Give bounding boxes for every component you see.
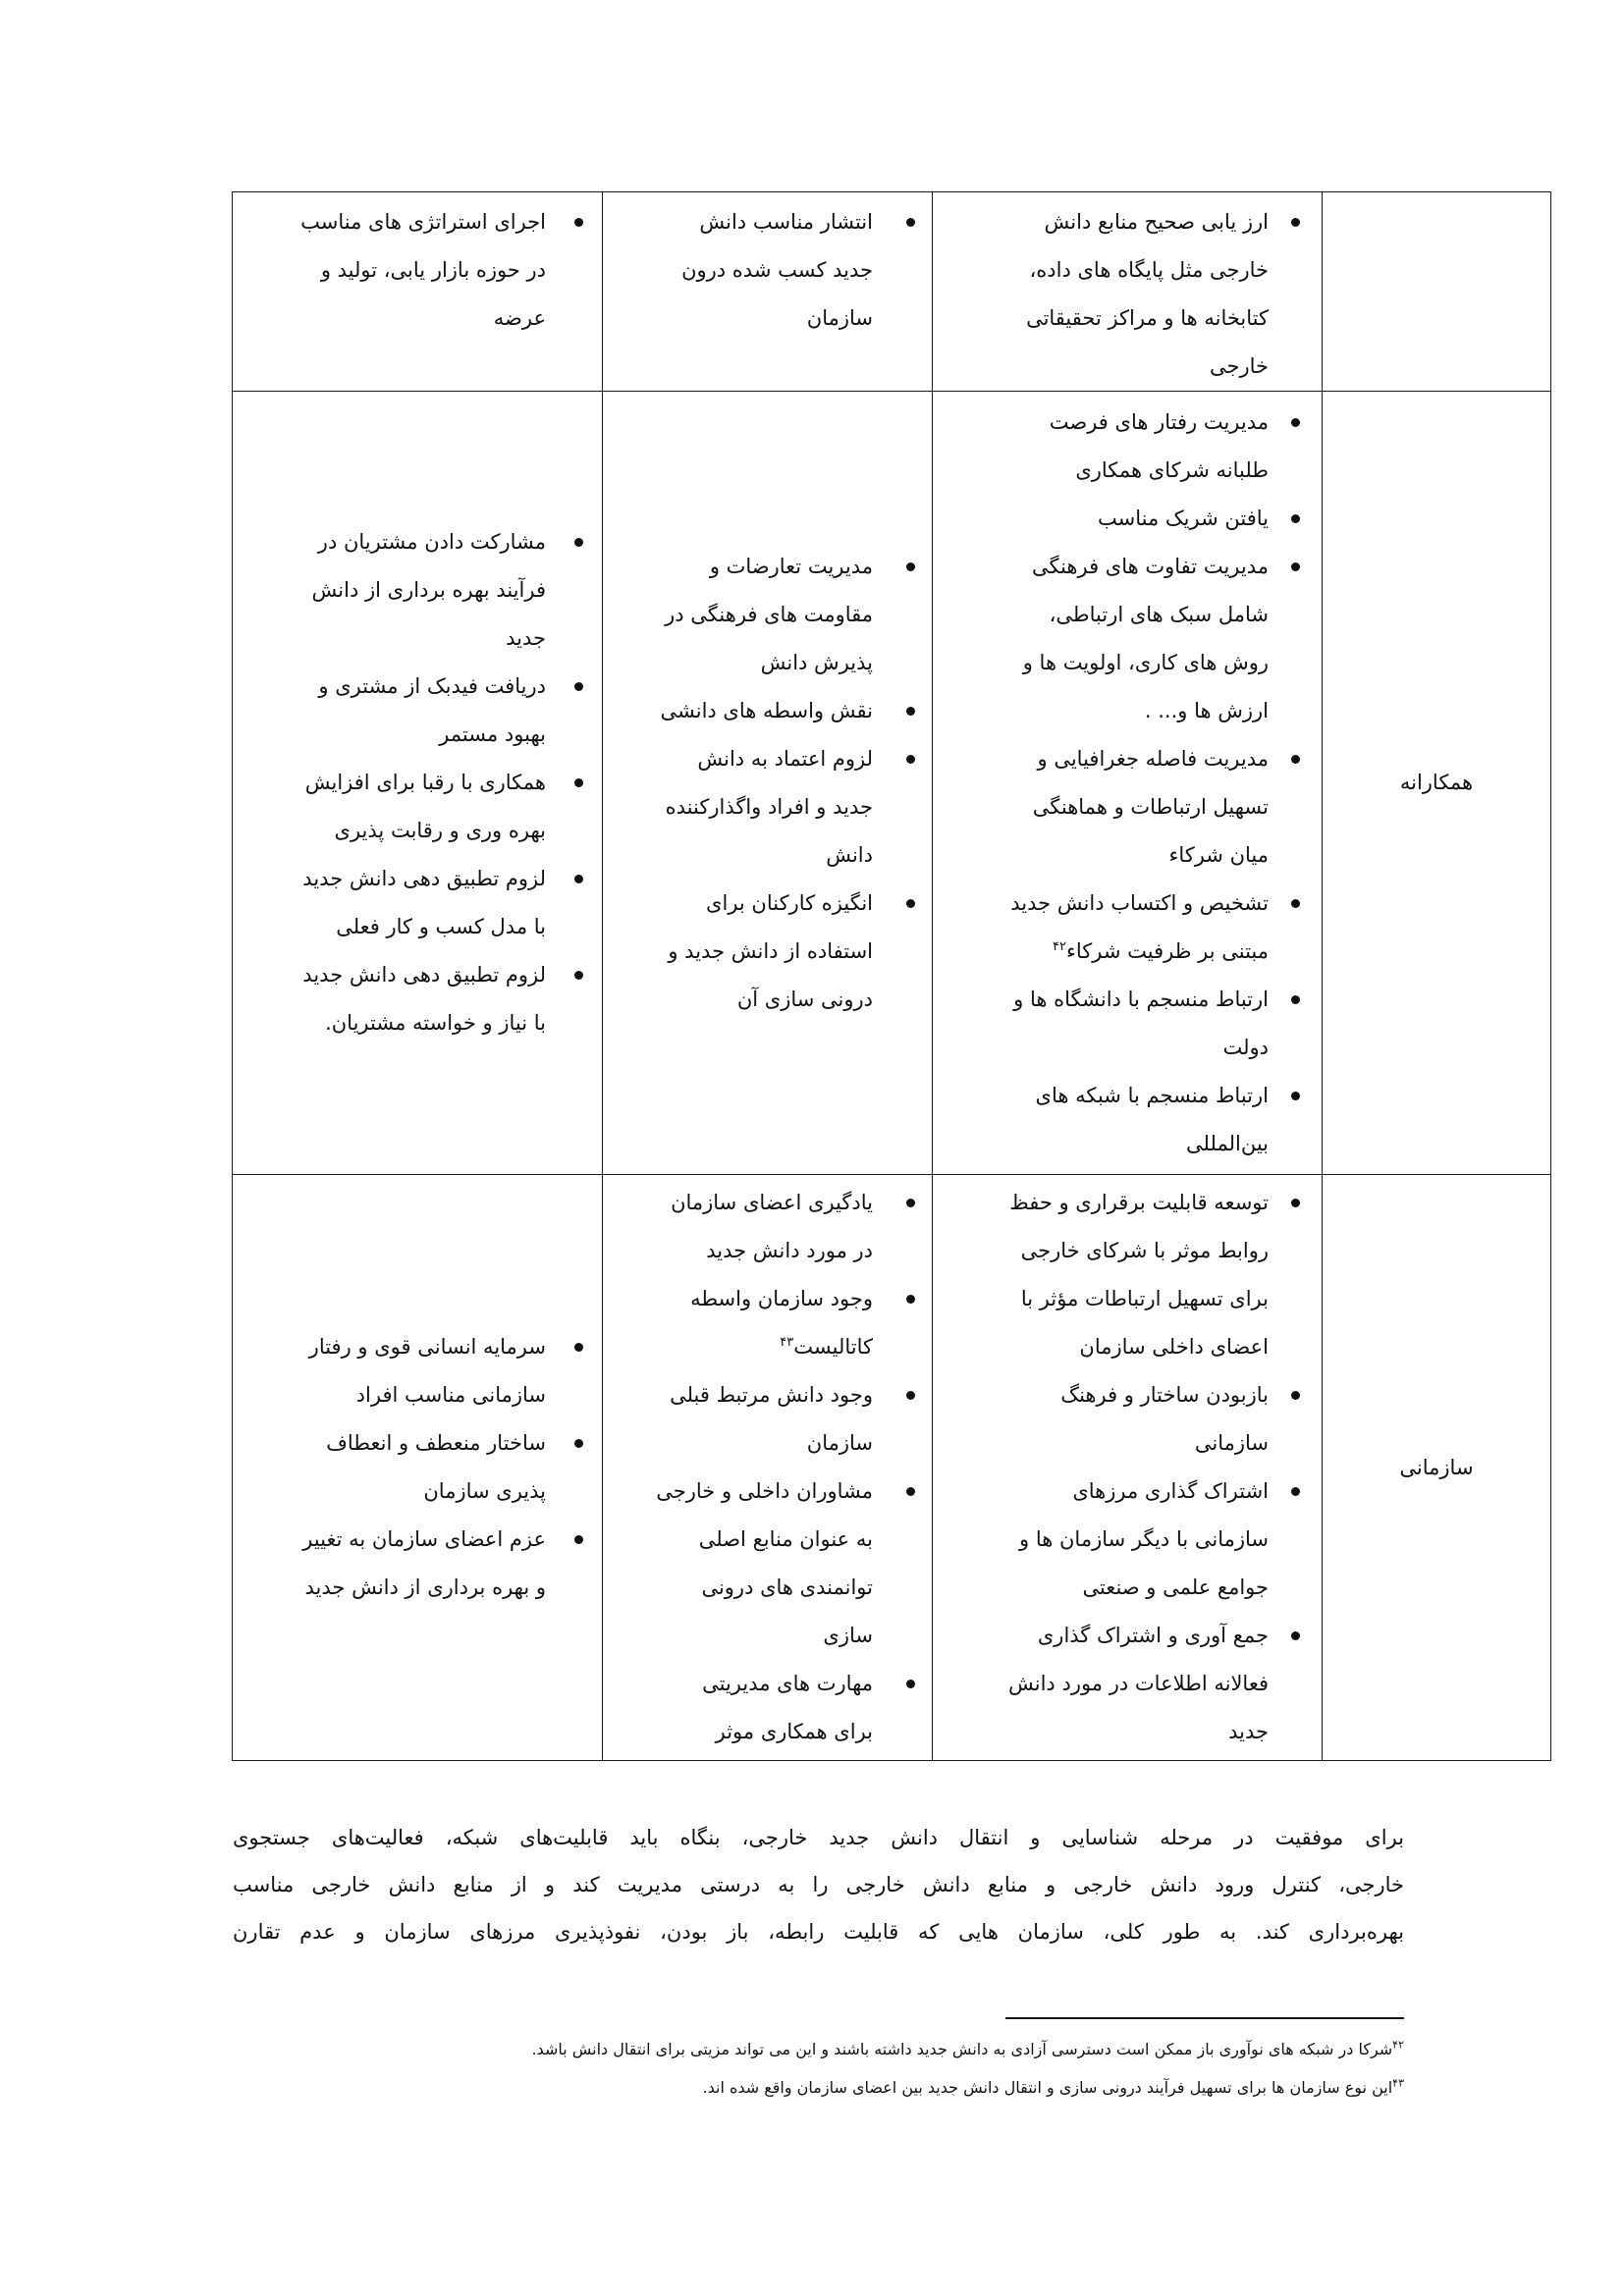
criteria-item-text: نقش واسطه های دانشی: [660, 698, 873, 722]
criteria-item: [948, 198, 1269, 391]
criteria-cell: [603, 192, 933, 392]
criteria-item: [246, 1419, 546, 1516]
criteria-item-text: ارتباط منسجم با شبکه های بین‌المللی: [1035, 1083, 1269, 1155]
criteria-item: [617, 1371, 873, 1468]
criteria-item: [617, 1468, 873, 1660]
criteria-item: [617, 687, 873, 735]
row-category-label: همکارانه: [1323, 392, 1551, 1175]
criteria-item: [948, 735, 1269, 880]
footnote-text: شرکا در شبکه های نوآوری باز ممکن است دسترسی آزادی به دانش جدید داشته باشند و این می تواند مزیتی برای انتقال دانش باشد.: [531, 2040, 1393, 2058]
criteria-item-text: مهارت های مدیریتی برای همکاری موثر: [702, 1672, 873, 1743]
criteria-item-text: دریافت فیدبک از مشتری و بهبود مستمر: [318, 674, 546, 746]
footnote-separator: [1005, 2017, 1404, 2019]
criteria-item-text: ساختار منعطف و انعطاف پذیری سازمان: [326, 1431, 546, 1503]
footnote-text: این نوع سازمان ها برای تسهیل فرآیند درونی سازی و انتقال دانش جدید بین اعضای سازمان واقع شده اند.: [702, 2078, 1393, 2097]
criteria-item-text: انتشار مناسب دانش جدید کسب شده درون سازمان: [681, 210, 873, 330]
criteria-item-text: عزم اعضای سازمان به تغییر و بهره برداری از دانش جدید: [302, 1527, 546, 1599]
criteria-item: [948, 1371, 1269, 1468]
criteria-item-text: مدیریت فاصله جغرافیایی و تسهیل ارتباطات و هماهنگی میان شرکاء: [1032, 746, 1269, 867]
criteria-item: [948, 976, 1269, 1072]
criteria-item: [617, 1275, 873, 1371]
criteria-item: [246, 1516, 546, 1612]
criteria-cell: [603, 1175, 933, 1761]
footnote-ref: ۴۲: [1053, 938, 1067, 954]
criteria-item-text: وجود دانش مرتبط قبلی سازمان: [670, 1383, 873, 1455]
criteria-item-text: اشتراک گذاری مرزهای سازمانی با دیگر سازمان ها و جوامع علمی و صنعتی: [1019, 1479, 1269, 1599]
criteria-item-text: وجود سازمان واسطه کاتالیست: [690, 1287, 873, 1359]
criteria-item-text: لزوم اعتماد به دانش جدید و افراد واگذارکننده دانش: [665, 746, 873, 867]
criteria-item: [948, 880, 1269, 976]
criteria-item: [246, 198, 546, 343]
criteria-item-text: ارتباط منسجم با دانشگاه ها و دولت: [1013, 987, 1269, 1059]
criteria-list: [233, 1323, 602, 1612]
row-category-label: سازمانی: [1323, 1175, 1551, 1761]
criteria-list: [603, 543, 932, 1024]
criteria-table: [232, 191, 1551, 1761]
criteria-item-text: بازبودن ساختار و فرهنگ سازمانی: [1060, 1383, 1269, 1455]
criteria-item-text: همکاری با رقبا برای افزایش بهره وری و رقابت پذیری: [304, 771, 546, 842]
criteria-cell: [233, 192, 603, 392]
criteria-item: [617, 735, 873, 880]
footnote-number: ۴۲: [1392, 2038, 1404, 2052]
table-row: [233, 392, 1551, 1175]
page-content: [233, 191, 1551, 1955]
criteria-item: [617, 543, 873, 687]
criteria-item-text: لزوم تطبیق دهی دانش جدید با نیاز و خواسته مشتریان.: [302, 963, 546, 1035]
criteria-cell: [933, 192, 1323, 392]
criteria-list: [233, 518, 602, 1047]
criteria-item-text: مشارکت دادن مشتریان در فرآیند بهره برداری از دانش جدید: [311, 530, 546, 650]
criteria-item: [246, 663, 546, 759]
criteria-item: [246, 1323, 546, 1419]
footnote: [233, 2030, 1404, 2068]
criteria-item-text: ارز یابی صحیح منابع دانش خارجی مثل پایگاه های داده، کتابخانه ها و مراکز تحقیقاتی خارجی: [1026, 210, 1269, 378]
criteria-item-text: جمع آوری و اشتراک گذاری فعالانه اطلاعات در مورد دانش جدید: [1007, 1624, 1269, 1743]
criteria-item-text: یادگیری اعضای سازمان در مورد دانش جدید: [671, 1191, 873, 1262]
criteria-item: [246, 759, 546, 855]
criteria-item: [948, 543, 1269, 735]
criteria-item: [617, 1660, 873, 1756]
criteria-item-text: سرمایه انسانی قوی و رفتار سازمانی مناسب افراد: [308, 1335, 546, 1407]
footnotes: [233, 2030, 1404, 2107]
table-row: [233, 192, 1551, 392]
criteria-item: [948, 1072, 1269, 1168]
criteria-item: [948, 1612, 1269, 1756]
criteria-item-text: یافتن شریک مناسب: [1098, 506, 1269, 530]
body-paragraph: برای موفقیت در مرحله شناسایی و انتقال دانش جدید خارجی، بنگاه باید قابلیت‌های شبکه، فعالیت‌های جستجوی خارجی، کنترل ورود دانش خارجی و منابع دانش خارجی را به درستی مدیریت کند و از منابع دانش خارجی مناسب بهره‌برداری کند. به طور کلی، سازمان هایی که قابلیت رابطه، باز بودن، نفوذپذیری مرزهای سازمان و عدم تقارن: [233, 1826, 1404, 1944]
criteria-list: [603, 1179, 932, 1756]
criteria-list: [933, 399, 1322, 1168]
criteria-cell: [933, 392, 1323, 1175]
criteria-item-text: اجرای استراتژی های مناسب در حوزه بازار یابی، تولید و عرضه: [300, 210, 546, 330]
criteria-cell: [933, 1175, 1323, 1761]
criteria-item: [617, 880, 873, 1024]
criteria-item: [948, 1468, 1269, 1612]
criteria-item-text: تشخیص و اکتساب دانش جدید مبتنی بر ظرفیت شرکاء: [1010, 890, 1269, 963]
criteria-item-text: مدیریت تفاوت های فرهنگی شامل سبک های ارتباطی، روش های کاری، اولویت ها و ارزش ها و... .: [1022, 554, 1269, 722]
criteria-cell: [603, 392, 933, 1175]
criteria-list: [933, 1179, 1322, 1756]
criteria-item-text: مدیریت تعارضات و مقاومت های فرهنگی در پذیرش دانش: [665, 554, 873, 674]
criteria-item: [246, 855, 546, 951]
criteria-item-text: انگیزه کارکنان برای استفاده از دانش جدید و درونی سازی آن: [668, 890, 873, 1011]
criteria-item: [617, 198, 873, 343]
footnote-ref: ۴۳: [780, 1335, 794, 1350]
table-row: [233, 1175, 1551, 1761]
criteria-item: [948, 1179, 1269, 1371]
row-category-label: [1323, 192, 1551, 392]
criteria-list: [233, 198, 602, 343]
footnote: [233, 2068, 1404, 2107]
criteria-cell: [233, 392, 603, 1175]
criteria-list: [933, 198, 1322, 391]
footnote-number: ۴۳: [1392, 2076, 1404, 2090]
criteria-item: [617, 1179, 873, 1275]
criteria-item-text: مدیریت رفتار های فرصت طلبانه شرکای همکاری: [1049, 409, 1269, 482]
criteria-item-text: توسعه قابلیت برقراری و حفظ روابط موثر با شرکای خارجی برای تسهیل ارتباطات مؤثر با اعضای داخلی سازمان: [1009, 1191, 1269, 1359]
criteria-list: [603, 198, 932, 343]
criteria-item: [948, 399, 1269, 495]
criteria-item: [948, 495, 1269, 543]
criteria-cell: [233, 1175, 603, 1761]
criteria-item: [246, 518, 546, 663]
criteria-item-text: لزوم تطبیق دهی دانش جدید با مدل کسب و کار فعلی: [302, 867, 546, 938]
criteria-item: [246, 951, 546, 1047]
criteria-item-text: مشاوران داخلی و خارجی به عنوان منابع اصلی توانمندی های درونی سازی: [656, 1479, 873, 1647]
